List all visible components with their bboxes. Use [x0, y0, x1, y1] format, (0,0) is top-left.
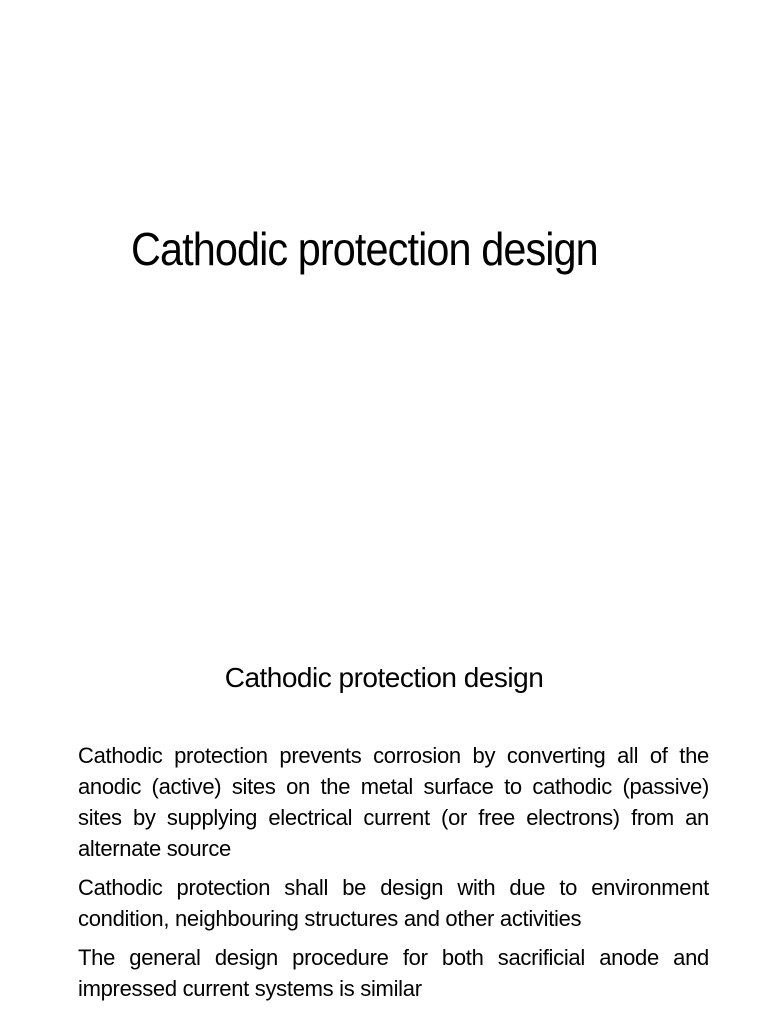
notes-paragraph-1: Cathodic protection prevents corrosion by converting all of the anodic (active) sites on the metal surface to cathodic (passive) sites by supplying electrical current (or free electrons) from an alternate source [78, 743, 709, 861]
notes-body [78, 740, 709, 1012]
notes-paragraph-2: Cathodic protection shall be design with due to environment condition, neighbouring structures and other activities [78, 875, 709, 931]
notes-heading: Cathodic protection design [224, 662, 544, 693]
slide-title: Cathodic protection design [131, 223, 598, 275]
notes-paragraph-3: The general design procedure for both sacrificial anode and impressed current systems is similar [78, 945, 709, 1001]
